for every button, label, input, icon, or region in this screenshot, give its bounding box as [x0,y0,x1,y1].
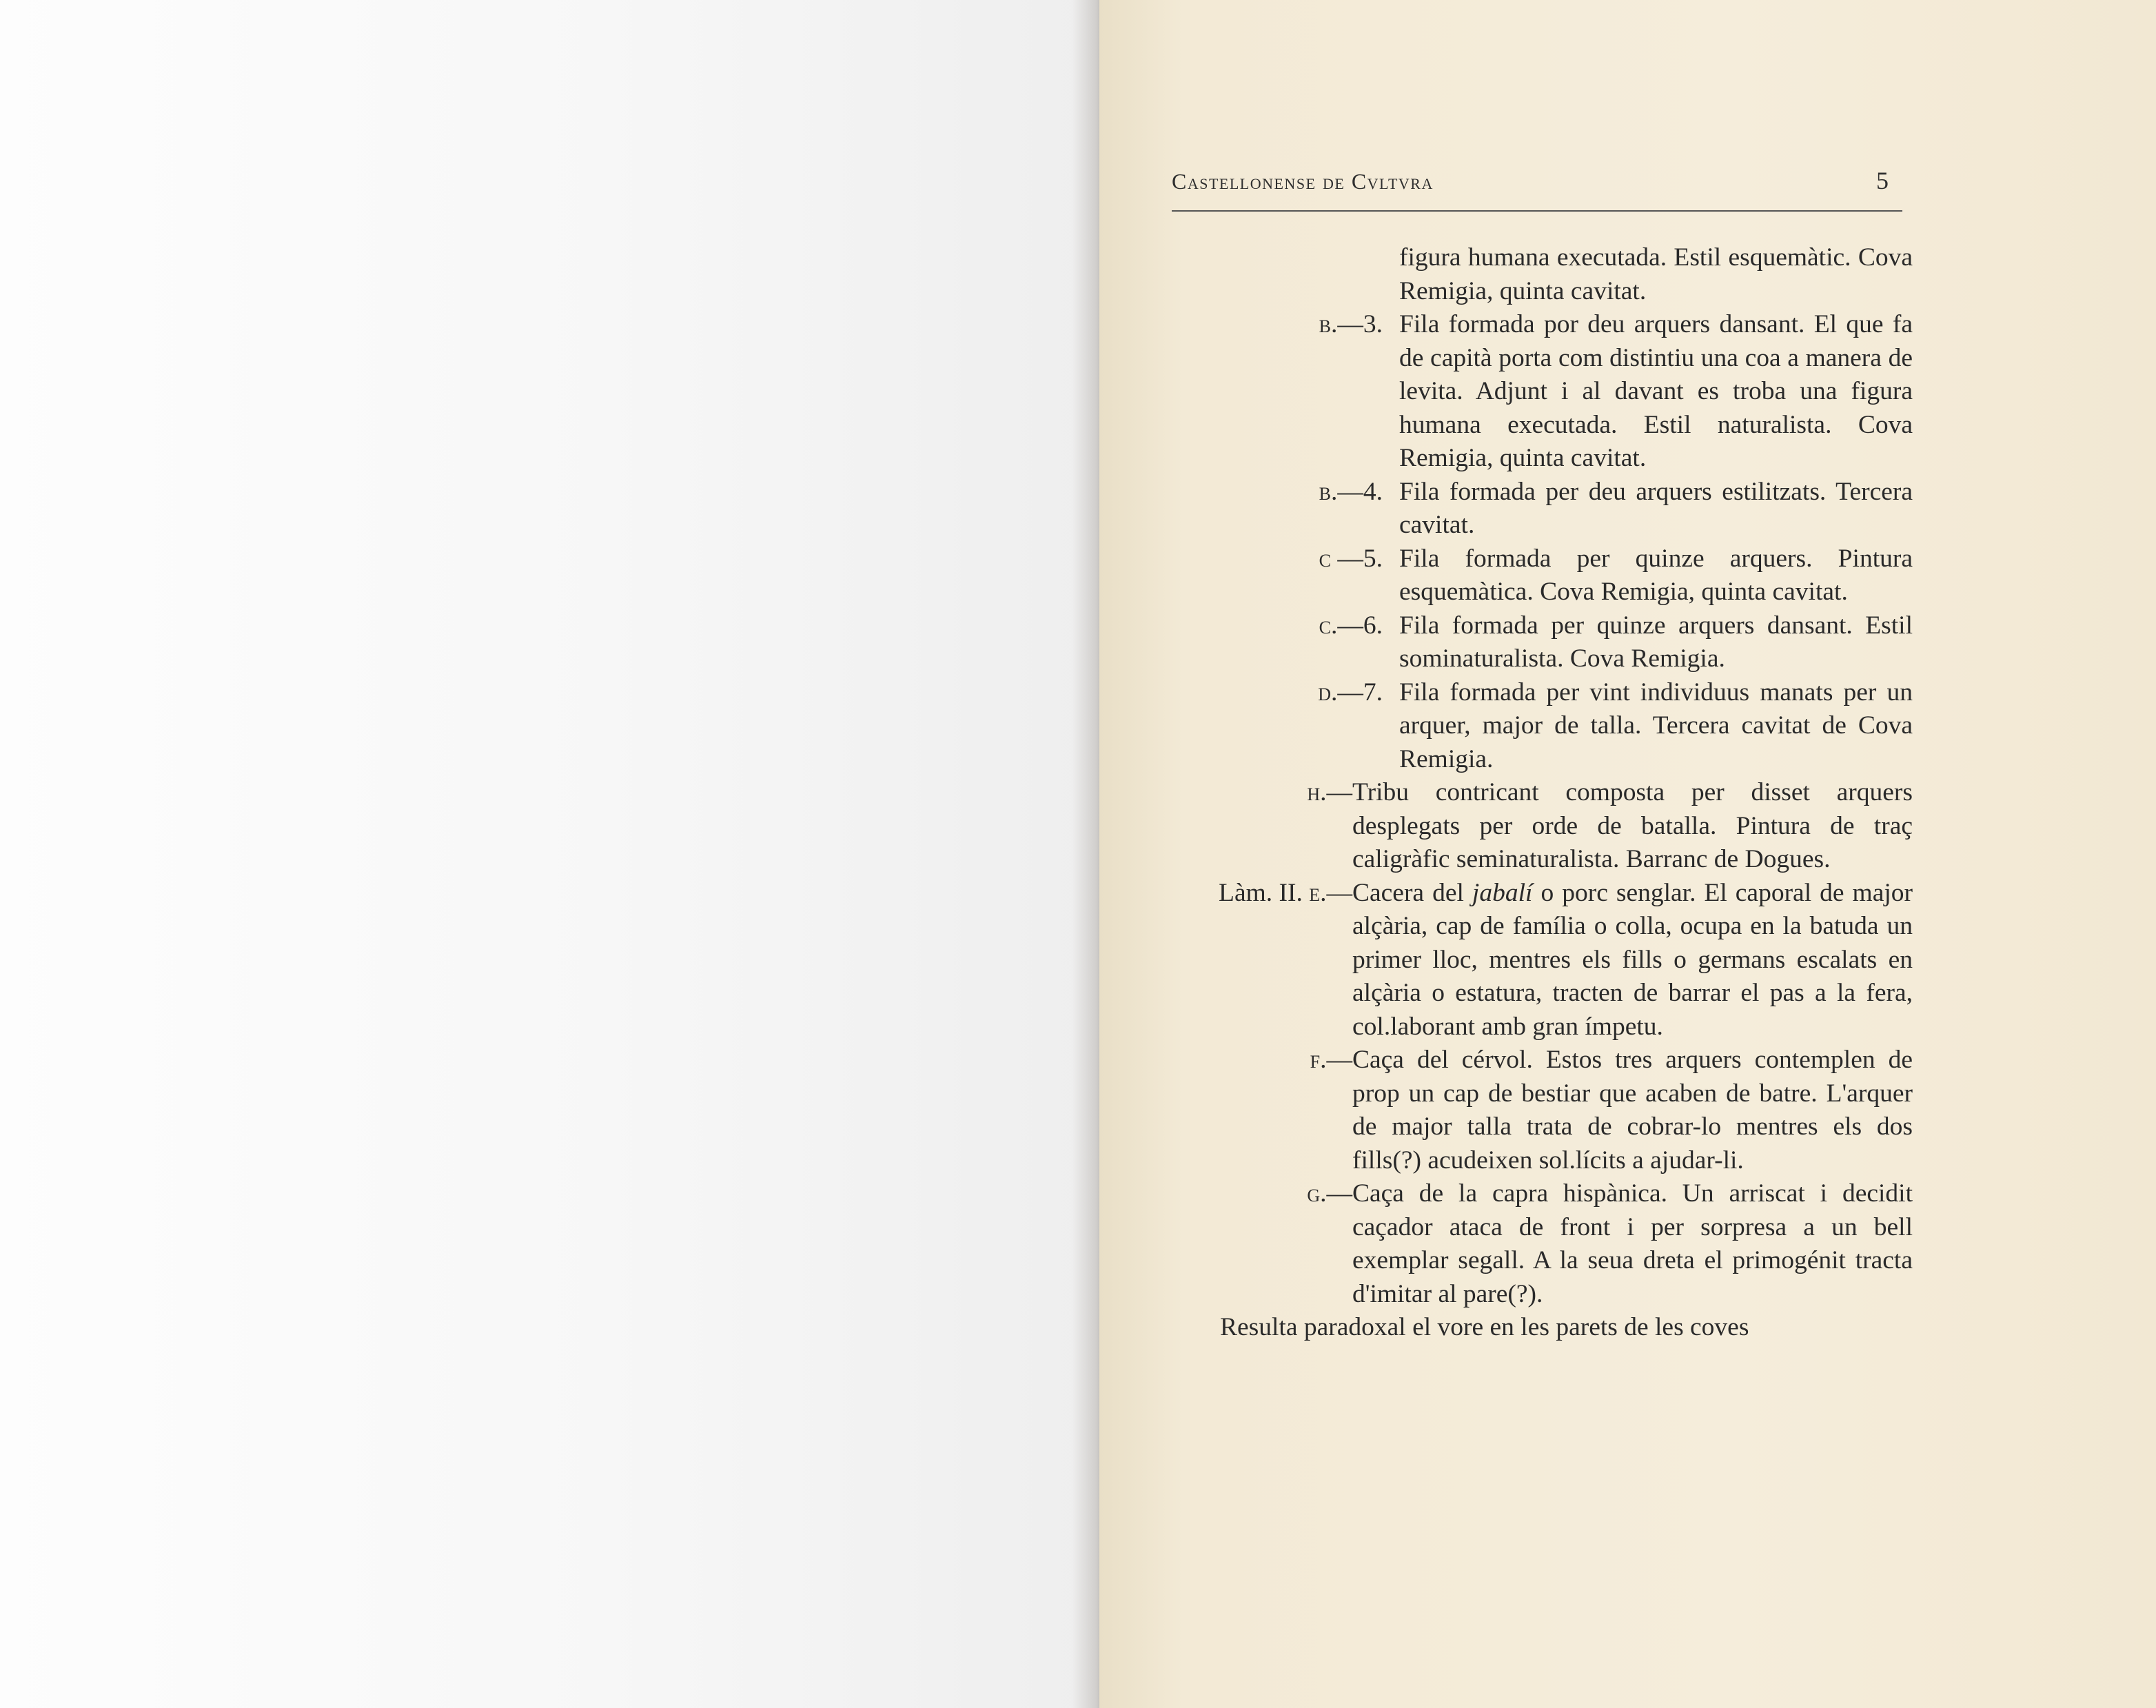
page-number: 5 [1876,167,1889,194]
closing-paragraph: Resulta paradoxal el vore en les parets de les coves [1220,1313,1749,1341]
italic-term: jabalí [1472,878,1533,907]
entry-label [1172,1177,1352,1311]
entry-label: c —5. [1319,544,1383,573]
running-head [1172,169,1902,212]
plate-entry-wide [1172,1177,1913,1311]
entry-label [1172,1044,1352,1177]
continuation-text: figura humana executada. Estil esquemàtic. Cova Remigia, quinta cavitat. [1399,243,1913,305]
entry-label: c.—6. [1319,611,1383,640]
plate-entry [1172,476,1913,542]
running-title: Castellonense de Cvltvra [1172,169,1434,194]
entry-label: b.—3. [1319,310,1383,338]
entry-letter: g.— [1307,1179,1352,1208]
entry-text: Fila formada per deu arquers estilitzats. Tercera cavitat. [1399,477,1913,539]
entry-letter: h.— [1307,778,1352,806]
entry-text: Fila formada per vint individuus manats per un arquer, major de talla. Tercera cavitat de Cova Remigia. [1399,678,1913,773]
entry-label: b.—4. [1319,477,1383,506]
entry-text-part: Cacera del [1352,878,1472,907]
entry-text: Tribu contricant composta per disset arquers desplegats per orde de batalla. Pintura de traç caligràfic seminaturalista. Barranc de Dogues. [1352,778,1913,873]
plate-entry [1172,676,1913,777]
entry-text: Fila formada per quinze arquers. Pintura esquemàtica. Cova Remigia, quinta cavitat. [1399,544,1913,606]
plate-entry-wide [1172,877,1913,1044]
continuation-entry [1172,241,1913,308]
entry-letter: f.— [1310,1046,1352,1074]
plate-entry-wide [1172,776,1913,877]
entry-label: d.—7. [1318,678,1383,706]
entry-text: Caça de la capra hispànica. Un arriscat i decidit caçador ataca de front i per sorpresa a un bell exemplar segall. A la seua dreta el primogénit tracta d'imitar al pare(?). [1352,1179,1913,1308]
entry-label [1172,241,1399,308]
entry-text [1352,877,1913,1044]
entry-text-part: o porc senglar. El caporal de major alçària, cap de família o colla, ocupa en la batuda un primer lloc, mentres els fills o germans escalats en alçària o estatura, tracten de barrar el pas a la fera, col.laborant amb gran ímpetu. [1352,878,1913,1041]
entry-text: Fila formada per quinze arquers dansant. Estil sominaturalista. Cova Remigia. [1399,611,1913,673]
entry-label [1172,776,1352,877]
plate-entry [1172,542,1913,609]
entry-text: Caça del cérvol. Estos tres arquers contemplen de prop un cap de bestiar que acaben de batre. L'arquer de major talla trata de cobrar-lo mentres els dos fills(?) acudeixen sol.lícits a ajudar-li. [1352,1046,1913,1175]
entry-letter: e.— [1309,878,1352,907]
plate-entry-wide [1172,1044,1913,1177]
plate-reference: Làm. II. [1219,878,1303,907]
plate-entry [1172,308,1913,476]
plate-entry [1172,609,1913,676]
entry-label [1172,877,1352,1044]
entry-text: Fila formada por deu arquers dansant. El que fa de capità porta com distintiu una coa a manera de levita. Adjunt i al davant es troba una figura humana executada. Estil naturalista. Cova Remigia, quinta cavitat. [1399,310,1913,472]
page-body [1172,241,1913,1345]
